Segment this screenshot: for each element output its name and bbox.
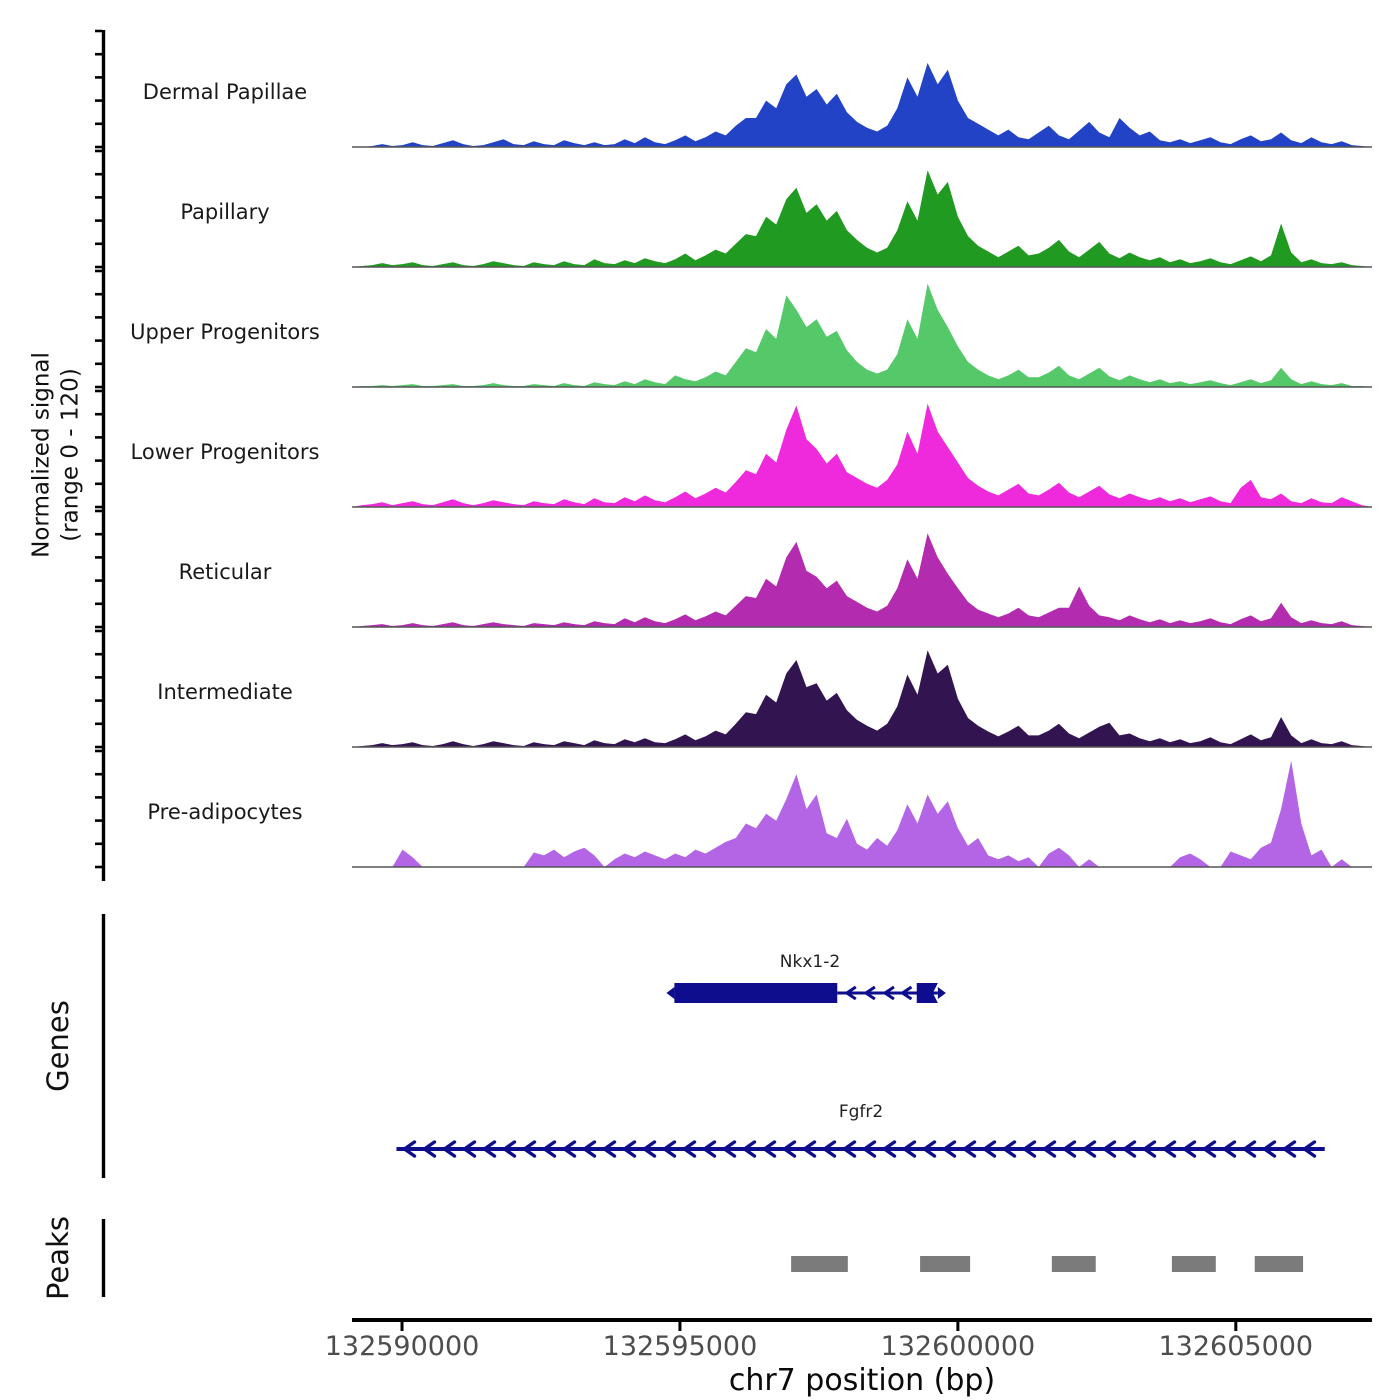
peaks-section-label: Peaks (41, 1216, 75, 1300)
genes-section-label: Genes (41, 1000, 75, 1092)
x-tick-label: 132605000 (1158, 1331, 1314, 1362)
x-axis-title: chr7 position (bp) (728, 1363, 996, 1398)
signal-area (352, 533, 1372, 627)
signal-area (352, 170, 1372, 267)
track-label-pre-adipocytes: Pre-adipocytes (147, 800, 303, 824)
signal-area (352, 761, 1372, 867)
signal-area (352, 404, 1372, 507)
nkx1-2-left-tip (666, 987, 674, 999)
peak-region (920, 1256, 970, 1272)
signal-area (352, 284, 1372, 387)
x-tick-label: 132600000 (880, 1331, 1036, 1362)
track-label-papillary: Papillary (180, 200, 270, 224)
track-label-upper-progenitors: Upper Progenitors (130, 320, 320, 344)
peak-region (791, 1256, 848, 1272)
peak-region (1052, 1256, 1096, 1272)
track-label-dermal-papillae: Dermal Papillae (142, 80, 308, 104)
x-tick-label: 132595000 (602, 1331, 758, 1362)
y-axis-title-line1: Normalized signal (28, 352, 55, 558)
track-label-reticular: Reticular (178, 560, 272, 584)
signal-area (352, 650, 1372, 747)
gene-label-fgfr2: Fgfr2 (838, 1102, 884, 1122)
peak-region (1172, 1256, 1216, 1272)
track-label-lower-progenitors: Lower Progenitors (130, 440, 320, 464)
peak-region (1255, 1256, 1303, 1272)
x-tick-label: 132590000 (324, 1331, 480, 1362)
nkx1-2-right-tip (938, 987, 946, 999)
gene-label-nkx1-2: Nkx1-2 (779, 952, 841, 972)
track-label-intermediate: Intermediate (157, 680, 293, 704)
y-axis-title (27, 352, 85, 558)
y-axis-title-line2: (range 0 - 120) (57, 368, 83, 542)
signal-area (352, 63, 1372, 147)
nkx1-2-exon (674, 983, 837, 1003)
